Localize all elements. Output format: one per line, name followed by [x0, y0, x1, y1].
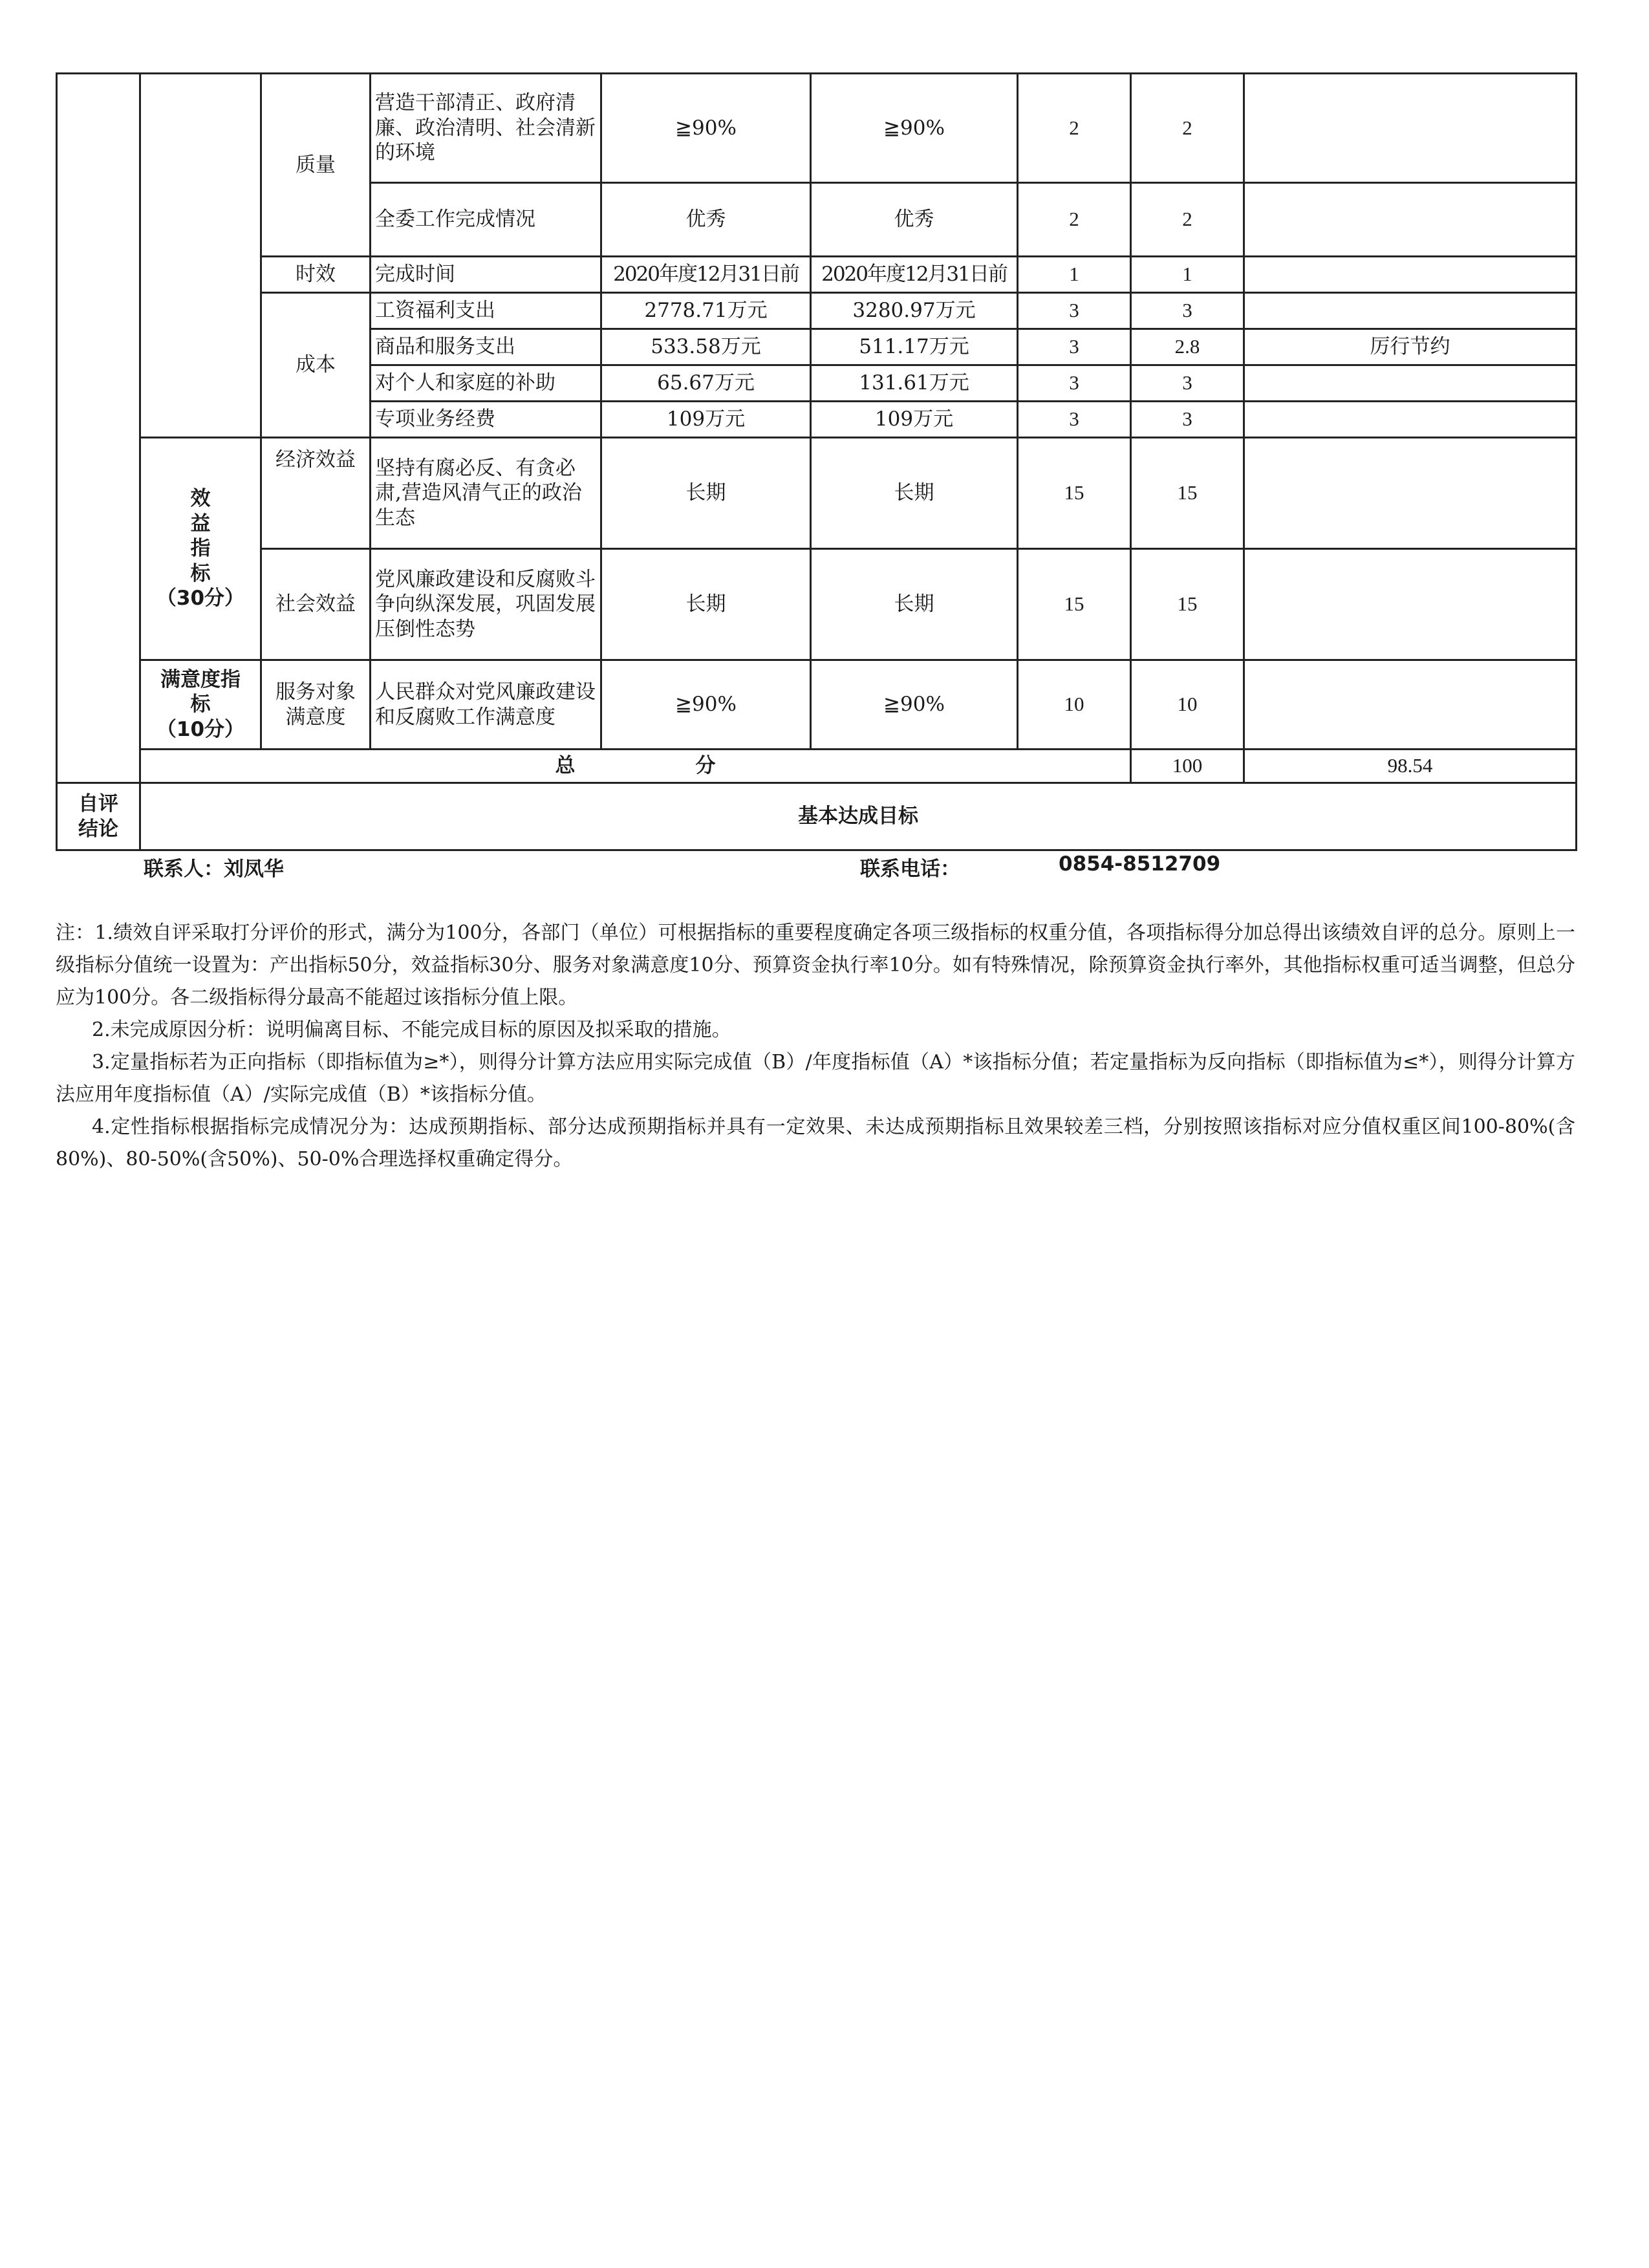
note-cell [1244, 438, 1577, 549]
target-cell: 533.58万元 [601, 329, 811, 365]
score-cell: 2 [1131, 74, 1244, 183]
actual-cell: ≧90% [811, 74, 1018, 183]
score-cell: 10 [1131, 660, 1244, 750]
weight-cell: 15 [1018, 549, 1131, 660]
conclusion-row [57, 783, 1577, 850]
note-cell [1244, 183, 1577, 257]
indicator-cell: 营造干部清正、政府清廉、政治清明、社会清新的环境 [371, 74, 601, 183]
note-cell [1244, 74, 1577, 183]
weight-cell: 3 [1018, 365, 1131, 402]
note-2: 2.未完成原因分析：说明偏离目标、不能完成目标的原因及拟采取的措施。 [92, 1019, 731, 1041]
target-cell: 长期 [601, 438, 811, 549]
actual-cell: 优秀 [811, 183, 1018, 257]
target-cell: ≧90% [601, 660, 811, 750]
score-cell: 15 [1131, 438, 1244, 549]
target-cell: 2778.71万元 [601, 293, 811, 329]
score-cell: 3 [1131, 365, 1244, 402]
category-cost: 成本 [261, 293, 371, 438]
footnotes [56, 917, 1575, 1176]
target-cell: 109万元 [601, 402, 811, 438]
weight-cell: 10 [1018, 660, 1131, 750]
note-cell [1244, 549, 1577, 660]
satisfaction-line1: 满意度指 [160, 667, 241, 691]
benefit-char: 益 [190, 512, 211, 535]
category-economic: 经济效益 [261, 438, 371, 549]
indicator-cell: 完成时间 [371, 257, 601, 293]
satisfaction-line2: 标 [190, 693, 211, 717]
note-3: 3.定量指标若为正向指标（即指标值为≥*），则得分计算方法应用实际完成值（B）/年度指标值（A）*该指标分值；若定量指标为反向指标（即指标值为≤*），则得分计算方法应用年度指标值（A）/实际完成值（B）*该指标分值。 [56, 1051, 1575, 1106]
weight-cell: 3 [1018, 293, 1131, 329]
note-1: 注：1.绩效自评采取打分评价的形式，满分为100分，各部门（单位）可根据指标的重要程度确定各项三级指标的权重分值，各项指标得分加总得出该绩效自评的总分。原则上一级指标分值统一设置为：产出指标50分，效益指标30分、服务对象满意度10分、预算资金执行率10分。如有特殊情况，除预算资金执行率外，其他指标权重可适当调整，但总分应为100分。各二级指标得分最高不能超过该指标分值上限。 [56, 922, 1575, 1009]
table-row [57, 293, 1577, 329]
score-cell: 1 [1131, 257, 1244, 293]
indicator-cell: 全委工作完成情况 [371, 183, 601, 257]
actual-cell: 长期 [811, 438, 1018, 549]
benefit-char: 标 [190, 561, 211, 585]
benefit-char: 指 [190, 537, 211, 561]
contact-phone: 0854-8512709 [1059, 852, 1221, 876]
target-cell: 优秀 [601, 183, 811, 257]
conclusion-label [57, 783, 140, 850]
conclusion-text: 基本达成目标 [140, 783, 1577, 850]
weight-cell: 2 [1018, 74, 1131, 183]
total-row [57, 750, 1577, 783]
contact-phone-label: 联系电话： [860, 858, 960, 881]
contact-person: 联系人：刘凤华 [144, 858, 284, 881]
second-level-cell [140, 74, 261, 438]
target-cell: 长期 [601, 549, 811, 660]
actual-cell: 长期 [811, 549, 1018, 660]
actual-cell: 511.17万元 [811, 329, 1018, 365]
target-cell: ≧90% [601, 74, 811, 183]
conclusion-label-line1: 自评 [78, 792, 118, 816]
actual-cell: 2020年度12月31日前 [811, 257, 1018, 293]
target-cell: 2020年度12月31日前 [601, 257, 811, 293]
weight-cell: 15 [1018, 438, 1131, 549]
actual-cell: 109万元 [811, 402, 1018, 438]
score-cell: 2.8 [1131, 329, 1244, 365]
actual-cell: 3280.97万元 [811, 293, 1018, 329]
table-row [57, 438, 1577, 549]
total-score: 98.54 [1244, 750, 1577, 783]
category-quality: 质量 [261, 74, 371, 257]
indicator-cell: 对个人和家庭的补助 [371, 365, 601, 402]
table-row [57, 549, 1577, 660]
indicator-cell: 专项业务经费 [371, 402, 601, 438]
performance-table [56, 72, 1577, 851]
weight-cell: 2 [1018, 183, 1131, 257]
benefit-char: 效 [190, 487, 211, 511]
benefit-group-label [140, 438, 261, 660]
weight-cell: 1 [1018, 257, 1131, 293]
first-level-cell [57, 74, 140, 783]
indicator-cell: 坚持有腐必反、有贪必肃,营造风清气正的政治生态 [371, 438, 601, 549]
score-cell: 3 [1131, 293, 1244, 329]
actual-cell: ≧90% [811, 660, 1018, 750]
indicator-cell: 商品和服务支出 [371, 329, 601, 365]
note-4: 4.定性指标根据指标完成情况分为：达成预期指标、部分达成预期指标并具有一定效果、未达成预期指标且效果较差三档，分别按照该指标对应分值权重区间100-80%(含80%)、80-50%(含50%)、50-0%合理选择权重确定得分。 [56, 1116, 1575, 1171]
benefit-points: （30分） [156, 587, 245, 610]
category-social: 社会效益 [261, 549, 371, 660]
total-weight: 100 [1131, 750, 1244, 783]
category-timeliness: 时效 [261, 257, 371, 293]
target-cell: 65.67万元 [601, 365, 811, 402]
satisfaction-points: （10分） [156, 717, 245, 741]
score-cell: 3 [1131, 402, 1244, 438]
indicator-cell: 人民群众对党风廉政建设和反腐败工作满意度 [371, 660, 601, 750]
note-cell [1244, 660, 1577, 750]
note-cell [1244, 257, 1577, 293]
note-cell [1244, 402, 1577, 438]
total-label: 总 分 [140, 750, 1131, 783]
score-cell: 15 [1131, 549, 1244, 660]
note-cell [1244, 365, 1577, 402]
weight-cell: 3 [1018, 402, 1131, 438]
table-row [57, 257, 1577, 293]
score-cell: 2 [1131, 183, 1244, 257]
satisfaction-group-label [140, 660, 261, 750]
table-row [57, 660, 1577, 750]
conclusion-label-line2: 结论 [78, 817, 118, 841]
indicator-cell: 党风廉政建设和反腐败斗争向纵深发展，巩固发展压倒性态势 [371, 549, 601, 660]
note-cell [1244, 293, 1577, 329]
table-row [57, 74, 1577, 183]
actual-cell: 131.61万元 [811, 365, 1018, 402]
category-satisfaction: 服务对象满意度 [261, 660, 371, 750]
weight-cell: 3 [1018, 329, 1131, 365]
indicator-cell: 工资福利支出 [371, 293, 601, 329]
note-cell: 厉行节约 [1244, 329, 1577, 365]
